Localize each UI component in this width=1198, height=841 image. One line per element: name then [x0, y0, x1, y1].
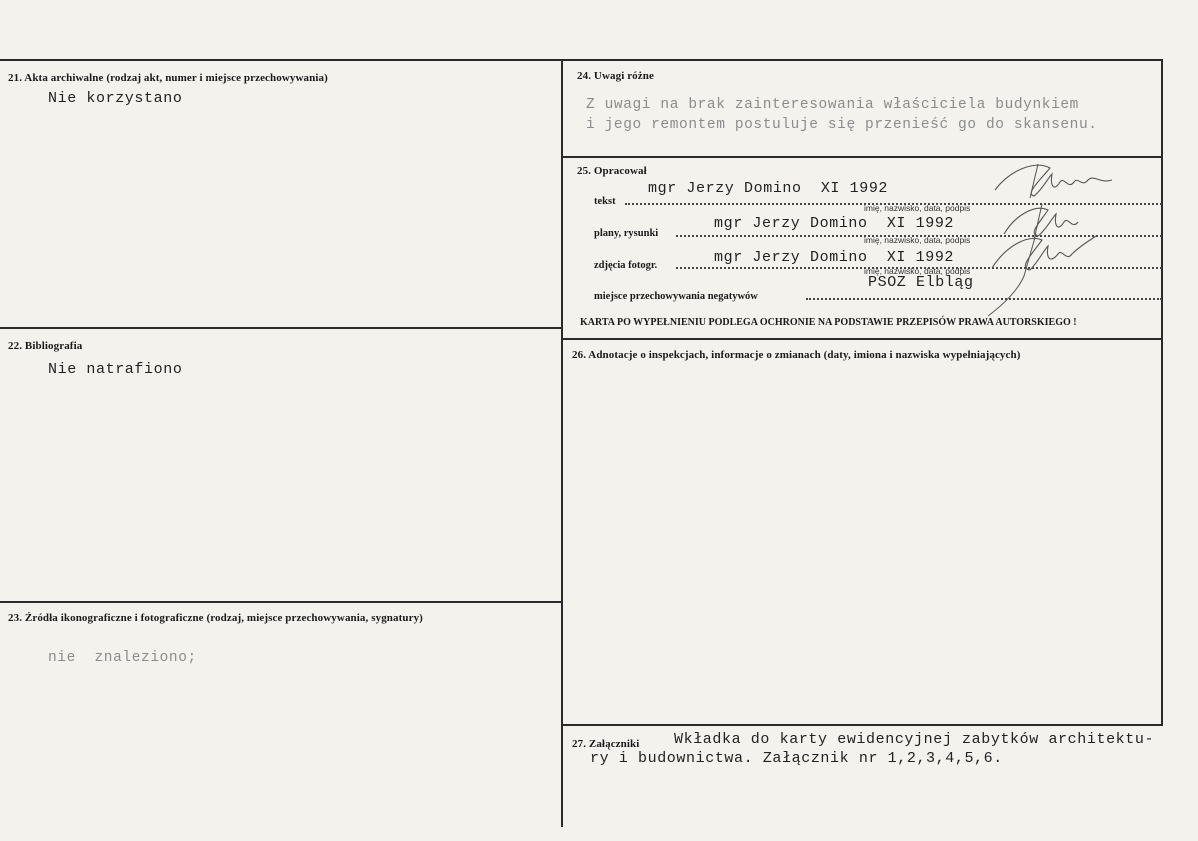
section-26-sublabel: (daty, imiona i nazwiska wypełniających): [823, 349, 1021, 361]
plany-value: mgr Jerzy Domino XI 1992: [714, 215, 955, 232]
section-24-line-1: Z uwagi na brak zainteresowania właściciela budynkiem: [586, 97, 1079, 113]
divider-24-25: [561, 156, 1163, 158]
tekst-hint: imię, nazwisko, data, podpis: [864, 203, 971, 213]
section-23-sublabel: (rodzaj, miejsce przechowywania, sygnatury): [206, 612, 423, 624]
plany-hint: imię, nazwisko, data, podpis: [864, 235, 971, 245]
section-23-label: [8, 612, 423, 624]
section-21-value: Nie korzystano: [48, 90, 183, 107]
section-26-label: [572, 349, 1021, 361]
tekst-value: mgr Jerzy Domino XI 1992: [648, 180, 889, 197]
right-edge: [1161, 59, 1163, 725]
divider-21-22: [0, 327, 563, 329]
section-21-label: [8, 72, 328, 84]
tekst-label: tekst: [594, 196, 616, 207]
divider-22-23: [0, 601, 563, 603]
signature-tekst: [990, 160, 1120, 200]
section-21-sublabel: (rodzaj akt, numer i miejsce przechowywania): [106, 72, 328, 84]
section-25-label: 25. Opracował: [577, 165, 647, 177]
section-23-title: 23. Źródła ikonograficzne i fotograficzne: [8, 612, 204, 624]
section-27-label: 27. Załączniki: [572, 738, 640, 750]
zdjecia-hint: imię, nazwisko, data, podpis: [864, 266, 971, 276]
section-23-value: nie znaleziono;: [48, 650, 197, 666]
section-22-label: 22. Bibliografia: [8, 340, 83, 352]
negatywy-value: PSOZ Elbląg: [868, 274, 974, 291]
top-rule: [0, 59, 1163, 61]
section-21-title: 21. Akta archiwalne: [8, 72, 104, 84]
plany-label: plany, rysunki: [594, 228, 659, 239]
section-24-line-2: i jego remontem postuluje się przenieść go do skansenu.: [586, 117, 1098, 133]
negatywy-label: miejsce przechowywania negatywów: [594, 291, 758, 302]
zdjecia-label: zdjęcia fotogr.: [594, 260, 658, 271]
section-24-label: 24. Uwagi różne: [577, 70, 654, 82]
zdjecia-value: mgr Jerzy Domino XI 1992: [714, 249, 955, 266]
copyright-notice: KARTA PO WYPEŁNIENIU PODLEGA OCHRONIE NA PODSTAWIE PRZEPISÓW PRAWA AUTORSKIEGO !: [580, 317, 1077, 328]
divider-26-27: [561, 724, 1163, 726]
divider-25-26: [561, 338, 1163, 340]
section-22-value: Nie natrafiono: [48, 361, 183, 378]
section-26-title: 26. Adnotacje o inspekcjach, informacje o zmianach: [572, 349, 821, 361]
signature-zdjecia: [980, 228, 1110, 323]
section-27-line-2: ry i budownictwa. Załącznik nr 1,2,3,4,5,6.: [590, 750, 1003, 767]
center-divider: [561, 59, 563, 827]
section-27-line-1: Wkładka do karty ewidencyjnej zabytków architektu-: [674, 731, 1155, 748]
